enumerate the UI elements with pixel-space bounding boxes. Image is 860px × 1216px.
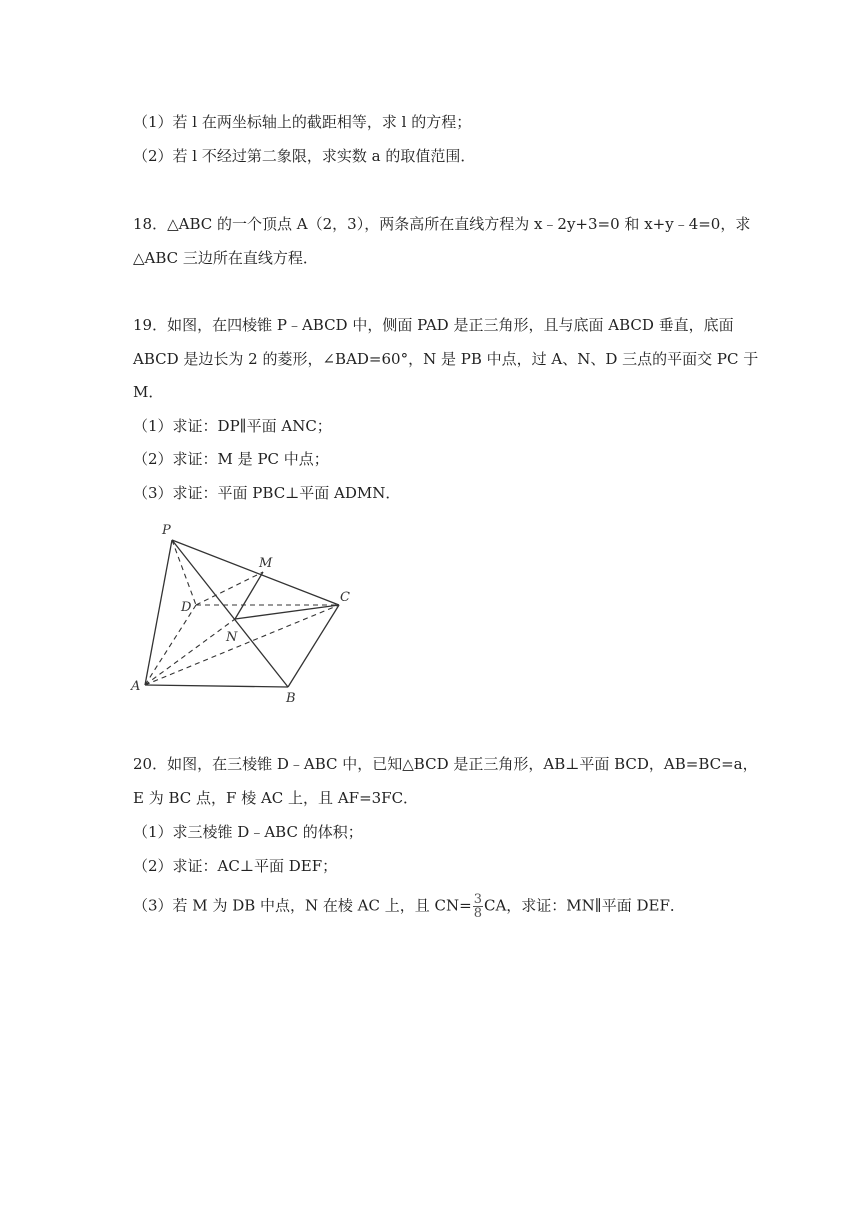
q19-line1: 19．如图，在四棱锥 P﹣ABCD 中，侧面 PAD 是正三角形，且与底面 ABCD 垂直，底面: [133, 316, 734, 334]
label-N: N: [226, 630, 238, 645]
fraction-numerator: 3: [473, 892, 482, 907]
label-A: A: [131, 679, 141, 694]
q17-part1: （1）若 l 在两坐标轴上的截距相等，求 l 的方程；: [133, 113, 472, 131]
edge-BC: [288, 605, 339, 687]
q17-part2: （2）若 l 不经过第二象限，求实数 a 的取值范围．: [133, 147, 476, 165]
q19-part2: （2）求证：M 是 PC 中点；: [133, 450, 329, 468]
q18-line2: △ABC 三边所在直线方程．: [133, 249, 318, 267]
edge-AC: [145, 605, 339, 685]
edge-AB: [145, 685, 288, 687]
edge-MN: [235, 572, 263, 619]
q18-line1: 18．△ABC 的一个顶点 A（2，3），两条高所在直线方程为 x﹣2y+3=0 和 x+y﹣4=0，求: [133, 215, 751, 233]
label-M: M: [259, 556, 273, 571]
q20-part2: （2）求证：AC⊥平面 DEF；: [133, 857, 338, 875]
label-D: D: [181, 600, 192, 615]
label-B: B: [286, 691, 296, 706]
q19-line2: ABCD 是边长为 2 的菱形，∠BAD=60°，N 是 PB 中点，过 A、N、D 三点的平面交 PC 于: [133, 350, 759, 368]
q20-part3-text-before: （3）若 M 为 DB 中点，N 在棱 AC 上，且 CN=: [133, 896, 472, 915]
edge-AN: [145, 619, 235, 685]
pyramid-figure: [128, 515, 360, 707]
q20-part1: （1）求三棱锥 D﹣ABC 的体积；: [133, 823, 363, 841]
q19-line3: M．: [133, 383, 164, 401]
q20-part3-text-after: CA，求证：MN∥平面 DEF．: [483, 896, 685, 915]
q20-part3: [133, 893, 685, 920]
edge-PA: [145, 540, 172, 685]
q20-line2: E 为 BC 点，F 棱 AC 上，且 AF=3FC．: [133, 789, 419, 807]
q20-line1: 20．如图，在三棱锥 D﹣ABC 中，已知△BCD 是正三角形，AB⊥平面 BCD，AB=BC=a，: [133, 755, 758, 773]
edge-PD: [172, 540, 196, 605]
label-P: P: [162, 523, 171, 538]
q19-part1: （1）求证：DP∥平面 ANC；: [133, 417, 332, 435]
q19-part3: （3）求证：平面 PBC⊥平面 ADMN．: [133, 484, 401, 502]
fraction-denominator: 8: [473, 906, 482, 921]
label-C: C: [340, 590, 350, 605]
fraction-3-8: [473, 893, 483, 920]
